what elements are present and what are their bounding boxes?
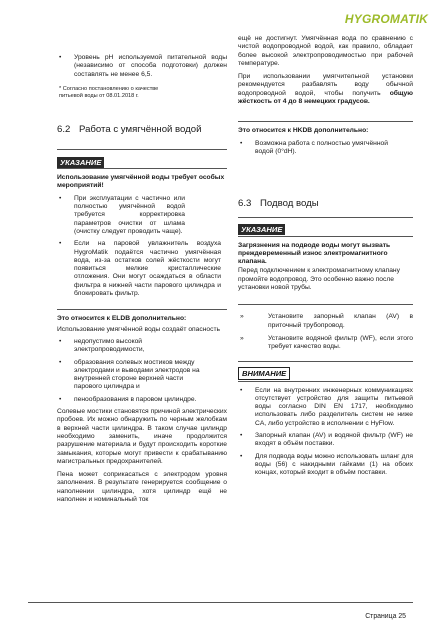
attention-bullet: • Запорный клапан (AV) и водяной фильтр (WF) не входят в объём поставки. — [238, 432, 413, 449]
recommend-bold-text: общую жёсткость от 4 до 8 немецких градусов. — [238, 89, 413, 106]
ph-bullet: • Уровень pH используемой питательной воды (независимо от способа подготовки) должен составлять не менее 6,5. — [57, 54, 227, 79]
attention-badge: ВНИМАНИЕ — [238, 367, 290, 380]
eldb-bullet: • недопустимо высокой электропроводимости, — [57, 338, 227, 355]
divider — [238, 236, 413, 237]
foam-paragraph: Пена может соприкасаться с электродом уровня заполнения. В результате генерируется сообщение о наполнении цилиндра, хотя цилиндр ещё не наполнен и номинальный ток — [57, 471, 227, 503]
eldb-bullet: • пенообразования в паровом цилиндре. — [57, 396, 227, 404]
note-badge: УКАЗАНИЕ — [238, 224, 285, 235]
footer-divider — [28, 602, 413, 603]
eldb-intro: Использование умягчённой воды создаёт опасность — [57, 325, 221, 333]
logo-part-matik: MATIK — [389, 12, 428, 26]
divider — [238, 304, 413, 305]
note-badge: УКАЗАНИЕ — [57, 157, 104, 168]
divider — [57, 149, 227, 150]
eldb-heading: Это относится к ELDB дополнительно: — [57, 315, 187, 323]
section-number: 6.2 — [57, 123, 71, 135]
page-number: Страница 25 — [365, 613, 406, 620]
section-6-3-heading — [238, 198, 413, 210]
hygromatik-logo — [345, 12, 428, 26]
logo-part-hygro: HYGRO — [344, 12, 390, 26]
left-column — [57, 38, 227, 508]
section-number: 6.3 — [238, 198, 252, 210]
section-title: Подвод воды — [260, 198, 319, 210]
attention-bullet: • Если на внутренних инженерных коммуникациях отсутствует устройство для защиты питьевой воды согласно DIN EN 1717, необходимо использовать либо разделитель систем не ниже CA, либо устройство в исполнении с HyFlow. — [238, 387, 413, 428]
note-bullet: • Если на паровой увлажнитель воздуха HygroMatik подаётся частично умягчённая вода, из-за остатков солей жёсткости могут появиться мелкие кристаллические отложения. Они могут осаждаться в области фильтра в нижней части парового цилиндра и блокировать фильтр. — [57, 240, 227, 298]
divider — [238, 217, 413, 218]
divider — [57, 309, 227, 310]
divider — [238, 361, 413, 362]
step-item: » Установите водяной фильтр (WF), если этого требует качество воды. — [238, 335, 413, 352]
continued-paragraph: ещё не достигнут. Умягчённая вода по сравнению с чистой водопроводной водой, как правило, обладает более высокой электропроводимостью при рабочей температуре. — [238, 35, 413, 67]
note-bold-text: Загрязнения на подводе воды могут вызвать преждевременный износ электромагнитного клапана. — [238, 241, 391, 266]
footnote: * Согласно постановлению о качестве питьевой воды от 08.01.2018 г. — [59, 85, 159, 99]
note-bold-text: Использование умягчённой воды требует особых мероприятий! — [57, 174, 225, 190]
divider — [57, 168, 227, 169]
right-column — [238, 35, 413, 482]
eldb-bullet: • образования солевых мостиков между электродами и выводами электродов на внутренней стороне верхней части парового цилиндра и — [57, 359, 227, 392]
section-6-2-heading — [57, 124, 227, 136]
section-title: Работа с умягчённой водой — [79, 123, 202, 135]
divider — [238, 121, 413, 122]
hkdb-heading: Это относится к HKDB дополнительно: — [238, 127, 369, 135]
recommend-paragraph — [238, 73, 413, 106]
note-bullet: • При эксплуатации с частично или полностью умягчённой водой требуется корректировка параметров очистки от шлама (очистку следует проводить чаще). — [57, 195, 227, 236]
salt-bridges-paragraph: Солевые мостики становятся причиной электрических пробоев. Их можно обнаружить по черным желобкам в верхней части цилиндра. В таком случае цилиндр необходимо заменить, иначе продолжится разрушение материала и будут происходить короткие замыкания, которые могут привести к срабатыванию магистральных предохранителей. — [57, 408, 227, 465]
hkdb-bullet: • Возможна работа с полностью умягчённой водой (0°dH). — [238, 140, 413, 157]
step-item: » Установите запорный клапан (AV) в приточный трубопровод. — [238, 313, 413, 330]
attention-bullet: • Для подвода воды можно использовать шланг для воды (56) с накидными гайками (1) на обоих концах, который входит в объём поставки. — [238, 453, 413, 478]
recommend-text: При использовании умягчительной установки рекомендуется разбавлять воду обычной водопроводной водой, чтобы получить — [238, 73, 413, 97]
divider — [238, 381, 413, 382]
note-text: Перед подключением к электромагнитному клапану промойте водопровод. Это особенно важно после установки новой трубы. — [238, 267, 400, 292]
